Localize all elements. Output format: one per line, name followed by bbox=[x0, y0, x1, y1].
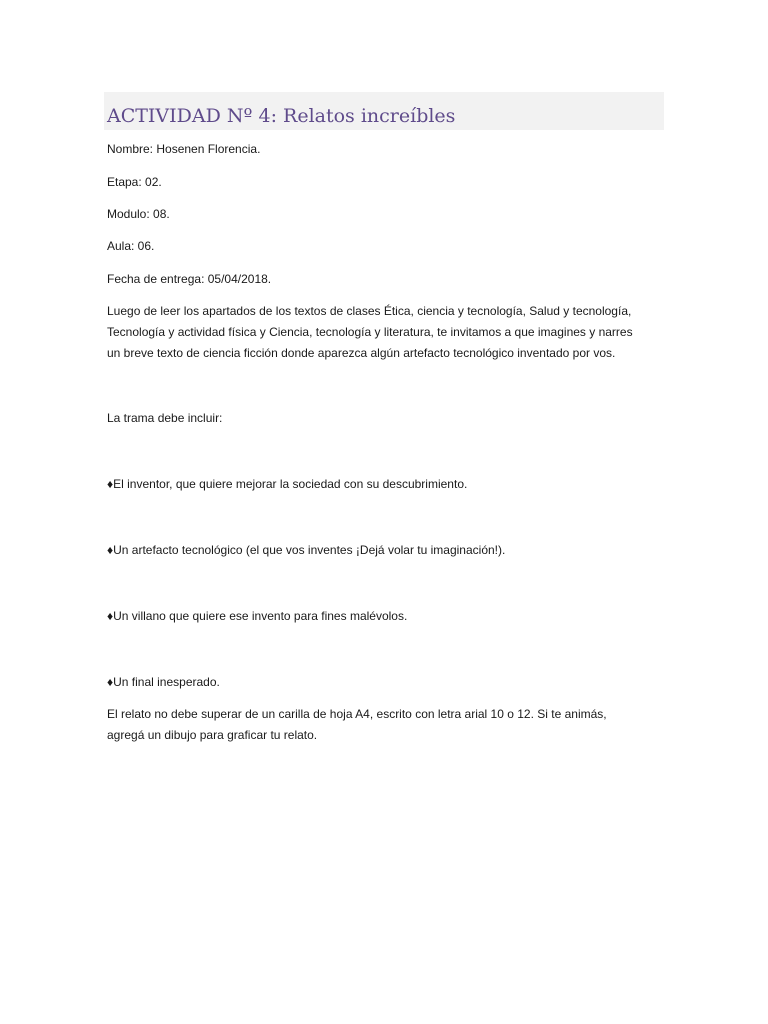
plot-item-artefacto: ♦Un artefacto tecnológico (el que vos inventes ¡Dejá volar tu imaginación!). bbox=[107, 543, 506, 557]
closing-line: agregá un dibujo para graficar tu relato. bbox=[107, 728, 318, 742]
field-modulo: Modulo: 08. bbox=[107, 207, 170, 221]
plot-item-villano: ♦Un villano que quiere ese invento para fines malévolos. bbox=[107, 609, 408, 623]
intro-paragraph bbox=[107, 301, 667, 364]
closing-paragraph bbox=[107, 704, 667, 746]
closing-line: El relato no debe superar de un carilla de hoja A4, escrito con letra arial 10 o 12. Si te animás, bbox=[107, 707, 607, 721]
intro-line: Tecnología y actividad física y Ciencia, tecnología y literatura, te invitamos a que imagines y narres bbox=[107, 325, 633, 339]
field-etapa: Etapa: 02. bbox=[107, 175, 162, 189]
field-fecha: Fecha de entrega: 05/04/2018. bbox=[107, 272, 272, 286]
plot-item-final: ♦Un final inesperado. bbox=[107, 675, 220, 689]
intro-line: Luego de leer los apartados de los textos de clases Ética, ciencia y tecnología, Salud y tecnología, bbox=[107, 304, 632, 318]
plot-heading: La trama debe incluir: bbox=[107, 411, 223, 425]
field-nombre: Nombre: Hosenen Florencia. bbox=[107, 142, 261, 156]
document-title: ACTIVIDAD Nº 4: Relatos increíbles bbox=[107, 105, 456, 127]
intro-line: un breve texto de ciencia ficción donde aparezca algún artefacto tecnológico inventado por vos. bbox=[107, 346, 616, 360]
field-aula: Aula: 06. bbox=[107, 239, 155, 253]
plot-item-inventor: ♦El inventor, que quiere mejorar la sociedad con su descubrimiento. bbox=[107, 477, 468, 491]
